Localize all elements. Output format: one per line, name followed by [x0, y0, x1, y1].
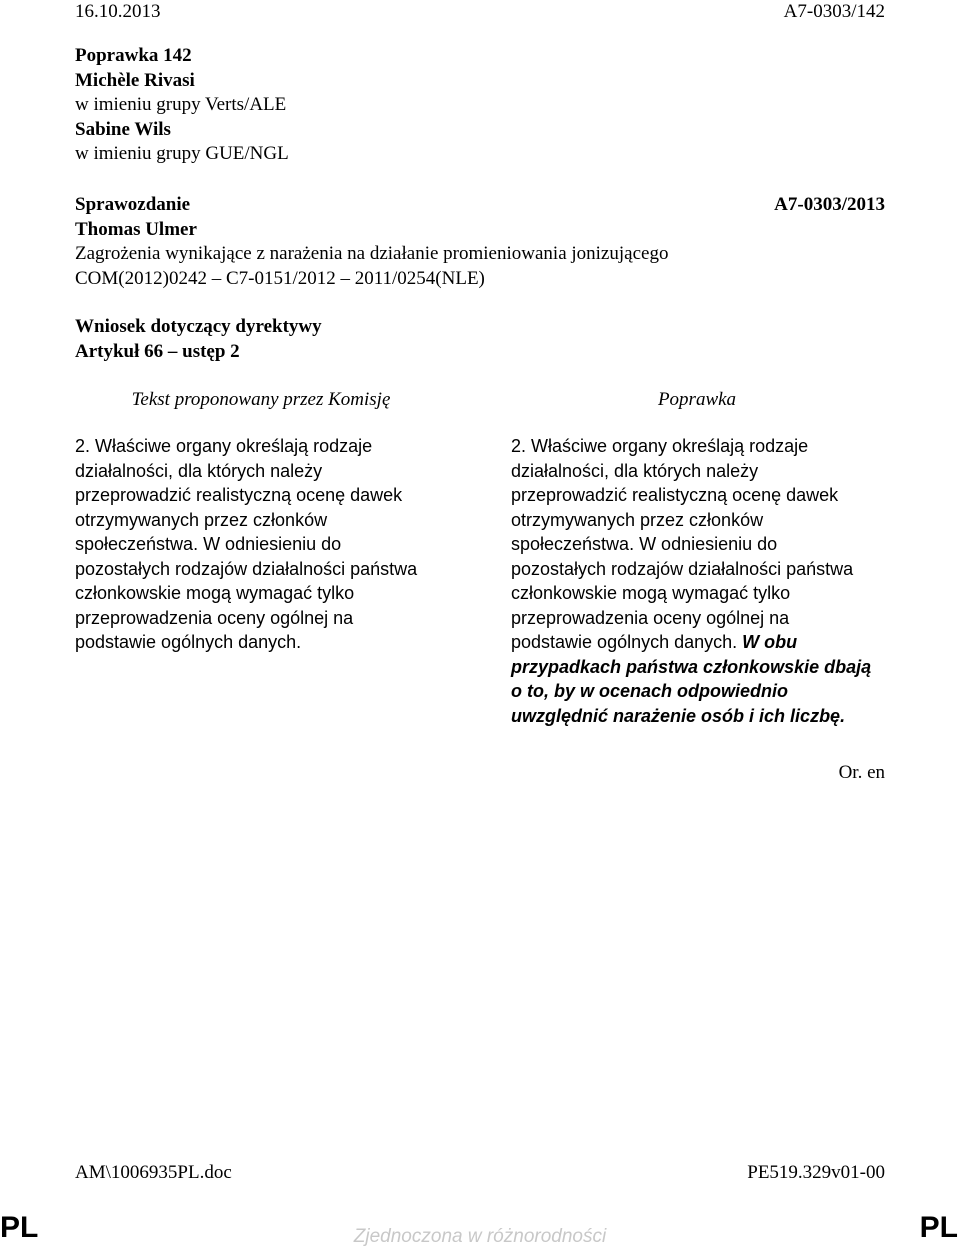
footer-lang-right: PL [919, 1211, 958, 1244]
header-date: 16.10.2013 [75, 1, 161, 22]
footer-pe-ref: PE519.329v01-00 [747, 1162, 885, 1183]
text-line-mixed [511, 630, 891, 655]
right-column-heading: Poprawka [657, 389, 737, 410]
report-ref: A7-0303/2013 [774, 194, 885, 215]
added-text-line: przypadkach państwa członkowskie dbają [511, 656, 872, 677]
report-subject: Zagrożenia wynikające z narażenia na działanie promieniowania jonizującego [75, 243, 669, 264]
text-line: działalności, dla których należy [511, 460, 759, 481]
added-text-line: uwzględnić narażenie osób i ich liczbę. [511, 705, 846, 726]
added-text: W obu [737, 632, 798, 652]
author-name: Sabine Wils [75, 118, 171, 140]
header-doc-ref: A7-0303/142 [783, 1, 885, 22]
footer-tagline: Zjednoczona w różnorodności [353, 1226, 607, 1247]
text-line: działalności, dla których należy [75, 460, 323, 481]
added-text-line: o to, by w ocenach odpowiednio [511, 681, 789, 701]
amendment-text [511, 434, 891, 728]
text-line: członkowskie mogą wymagać tylko [511, 583, 791, 603]
proposal-title: Wniosek dotyczący dyrektywy [75, 316, 322, 337]
text-line: 2. Właściwe organy określają rodzaje [511, 436, 809, 456]
left-column-heading: Tekst proponowany przez Komisję [131, 389, 391, 410]
text-line: społeczeństwa. W odniesieniu do [75, 534, 342, 554]
text-line: przeprowadzić realistyczną ocenę dawek [511, 485, 839, 505]
text-line: członkowskie mogą wymagać tylko [75, 583, 355, 603]
amendment-block [75, 44, 289, 167]
text-line-plain: podstawie ogólnych danych. [511, 632, 738, 652]
proposal-reference [75, 315, 322, 364]
text-line: pozostałych rodzajów działalności państwa [511, 558, 854, 579]
commission-text [75, 434, 455, 655]
text-line: pozostałych rodzajów działalności państwa [75, 558, 418, 579]
author-group: w imieniu grupy Verts/ALE [75, 94, 287, 115]
text-line: przeprowadzenia oceny ogólnej na [75, 607, 354, 628]
footer-lang-left: PL [0, 1211, 39, 1244]
author-group: w imieniu grupy GUE/NGL [75, 143, 289, 164]
text-line: przeprowadzenia oceny ogólnej na [511, 607, 790, 628]
report-procedure: COM(2012)0242 – C7-0151/2012 – 2011/0254(NLE) [75, 267, 485, 289]
text-line: otrzymywanych przez członków [75, 509, 328, 530]
text-line: podstawie ogólnych danych. [75, 632, 302, 652]
text-line: otrzymywanych przez członków [511, 509, 764, 530]
author-name: Michèle Rivasi [75, 69, 195, 91]
footer-file: AM\1006935PL.doc [75, 1162, 232, 1183]
amendment-title: Poprawka 142 [75, 45, 192, 66]
report-label: Sprawozdanie [75, 194, 191, 215]
original-language: Or. en [838, 762, 885, 783]
text-line: przeprowadzić realistyczną ocenę dawek [75, 485, 403, 505]
report-rapporteur: Thomas Ulmer [75, 218, 197, 240]
text-line: społeczeństwa. W odniesieniu do [511, 534, 778, 554]
text-line: 2. Właściwe organy określają rodzaje [75, 436, 373, 456]
report-block [75, 193, 668, 291]
proposal-article: Artykuł 66 – ustęp 2 [75, 340, 240, 362]
